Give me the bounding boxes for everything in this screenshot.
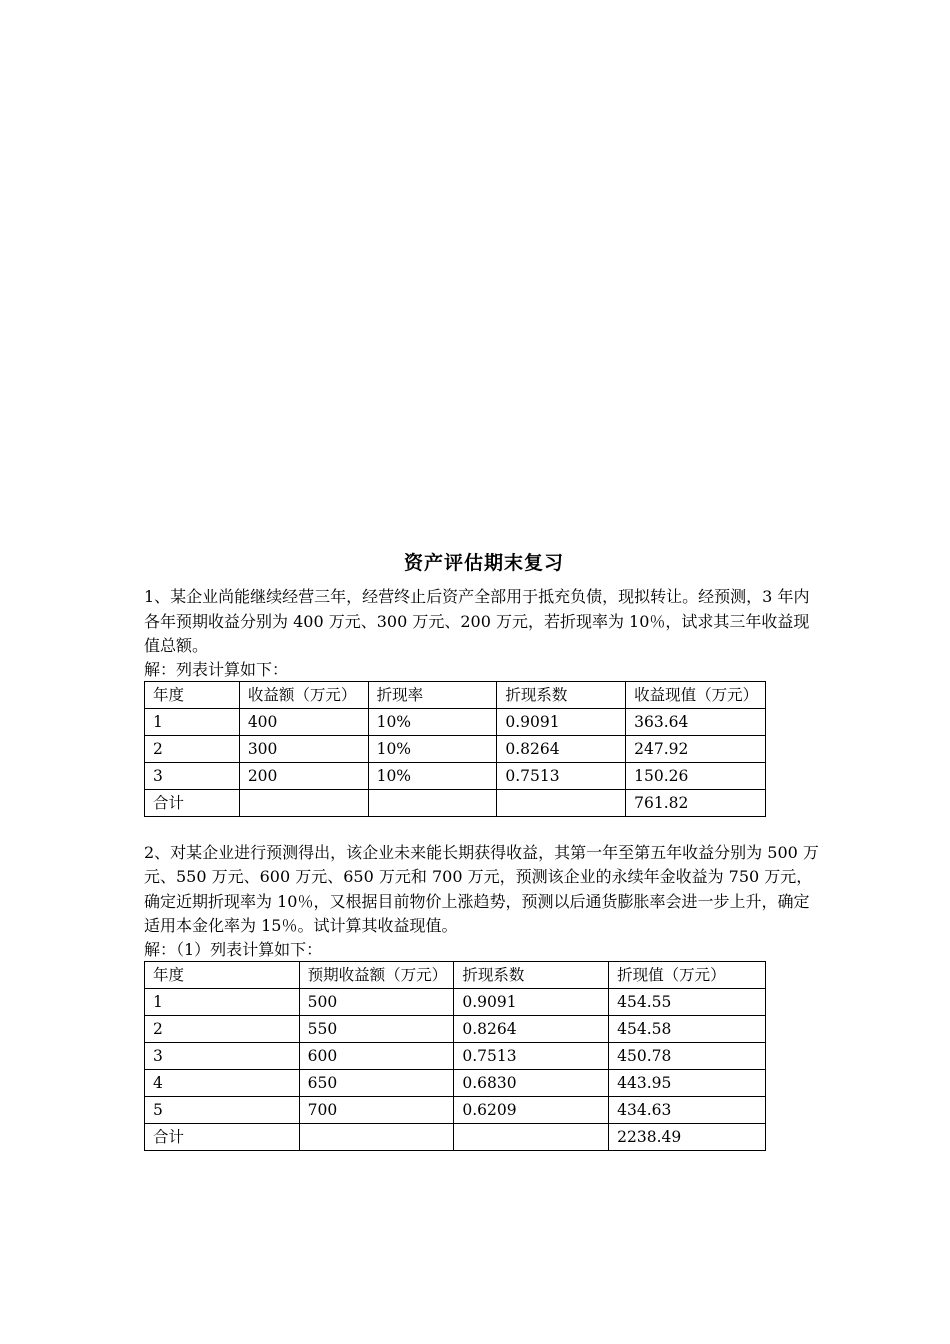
table-cell bbox=[454, 1123, 609, 1150]
table-cell: 0.7513 bbox=[454, 1042, 609, 1069]
table-header-cell: 收益额（万元） bbox=[239, 681, 368, 708]
table-total-row bbox=[145, 1123, 766, 1150]
table-cell: 443.95 bbox=[609, 1069, 766, 1096]
table-cell: 1 bbox=[145, 708, 240, 735]
table-cell: 300 bbox=[239, 735, 368, 762]
table-cell: 454.58 bbox=[609, 1015, 766, 1042]
table-cell: 合计 bbox=[145, 1123, 300, 1150]
table-header-cell: 年度 bbox=[145, 961, 300, 988]
table-cell: 10% bbox=[368, 708, 497, 735]
question-1-text: 1、某企业尚能继续经营三年，经营终止后资产全部用于抵充负债，现拟转让。经预测，3 年内各年预期收益分别为 400 万元、300 万元、200 万元，若折现率为 10％，试求其三年收益现值总额。 bbox=[144, 587, 810, 655]
table-row bbox=[145, 1069, 766, 1096]
table-cell: 434.63 bbox=[609, 1096, 766, 1123]
table-cell: 450.78 bbox=[609, 1042, 766, 1069]
table-row bbox=[145, 1096, 766, 1123]
table-cell: 500 bbox=[299, 988, 454, 1015]
table-cell: 454.55 bbox=[609, 988, 766, 1015]
table-cell: 合计 bbox=[145, 789, 240, 816]
table-cell: 4 bbox=[145, 1069, 300, 1096]
table-cell: 0.8264 bbox=[497, 735, 626, 762]
question-1-solution-label: 解：列表计算如下： bbox=[144, 659, 289, 679]
table-cell: 550 bbox=[299, 1015, 454, 1042]
table-cell: 700 bbox=[299, 1096, 454, 1123]
table-row bbox=[145, 988, 766, 1015]
table-header-cell: 折现值（万元） bbox=[609, 961, 766, 988]
table-cell: 0.9091 bbox=[497, 708, 626, 735]
document-body bbox=[144, 548, 824, 1151]
question-2-table bbox=[144, 961, 766, 1151]
question-1-table bbox=[144, 681, 766, 817]
table-header-row bbox=[145, 961, 766, 988]
page-title: 资产评估期末复习 bbox=[403, 552, 564, 574]
table-total-row bbox=[145, 789, 766, 816]
table-cell bbox=[239, 789, 368, 816]
table-cell: 150.26 bbox=[626, 762, 766, 789]
table-cell: 3 bbox=[145, 762, 240, 789]
table-cell: 2238.49 bbox=[609, 1123, 766, 1150]
table-cell: 363.64 bbox=[626, 708, 766, 735]
table-cell: 200 bbox=[239, 762, 368, 789]
table-cell: 761.82 bbox=[626, 789, 766, 816]
table-header-cell: 年度 bbox=[145, 681, 240, 708]
table-row bbox=[145, 762, 766, 789]
table-header-cell: 折现系数 bbox=[497, 681, 626, 708]
table-cell bbox=[368, 789, 497, 816]
table-cell: 2 bbox=[145, 735, 240, 762]
table-cell: 247.92 bbox=[626, 735, 766, 762]
table-header-cell: 预期收益额（万元） bbox=[299, 961, 454, 988]
table-cell: 5 bbox=[145, 1096, 300, 1123]
table-cell: 600 bbox=[299, 1042, 454, 1069]
table-cell: 2 bbox=[145, 1015, 300, 1042]
table-cell: 0.7513 bbox=[497, 762, 626, 789]
table-cell: 0.6209 bbox=[454, 1096, 609, 1123]
table-header-cell: 折现率 bbox=[368, 681, 497, 708]
table-cell: 400 bbox=[239, 708, 368, 735]
question-2-text: 2、对某企业进行预测得出，该企业未来能长期获得收益，其第一年至第五年收益分别为 500 万元、550 万元、600 万元、650 万元和 700 万元，预测该企业的永续年金收益为 750 万元，确定近期折现率为 10％，又根据目前物价上涨趋势，预测以后通货膨胀率会进一步上升，确定适用本金化率为 15％。试计算其收益现值。 bbox=[144, 842, 819, 935]
table-cell: 1 bbox=[145, 988, 300, 1015]
table-row bbox=[145, 1042, 766, 1069]
table-cell: 0.9091 bbox=[454, 988, 609, 1015]
table-header-row bbox=[145, 681, 766, 708]
question-2-solution-label: 解：（1）列表计算如下： bbox=[144, 939, 323, 959]
table-header-cell: 折现系数 bbox=[454, 961, 609, 988]
table-cell bbox=[299, 1123, 454, 1150]
table-cell: 10% bbox=[368, 762, 497, 789]
table-cell: 10% bbox=[368, 735, 497, 762]
table-header-cell: 收益现值（万元） bbox=[626, 681, 766, 708]
table-cell bbox=[497, 789, 626, 816]
table-cell: 650 bbox=[299, 1069, 454, 1096]
table-cell: 0.8264 bbox=[454, 1015, 609, 1042]
table-cell: 3 bbox=[145, 1042, 300, 1069]
table-row bbox=[145, 1015, 766, 1042]
table-cell: 0.6830 bbox=[454, 1069, 609, 1096]
table-row bbox=[145, 708, 766, 735]
table-row bbox=[145, 735, 766, 762]
